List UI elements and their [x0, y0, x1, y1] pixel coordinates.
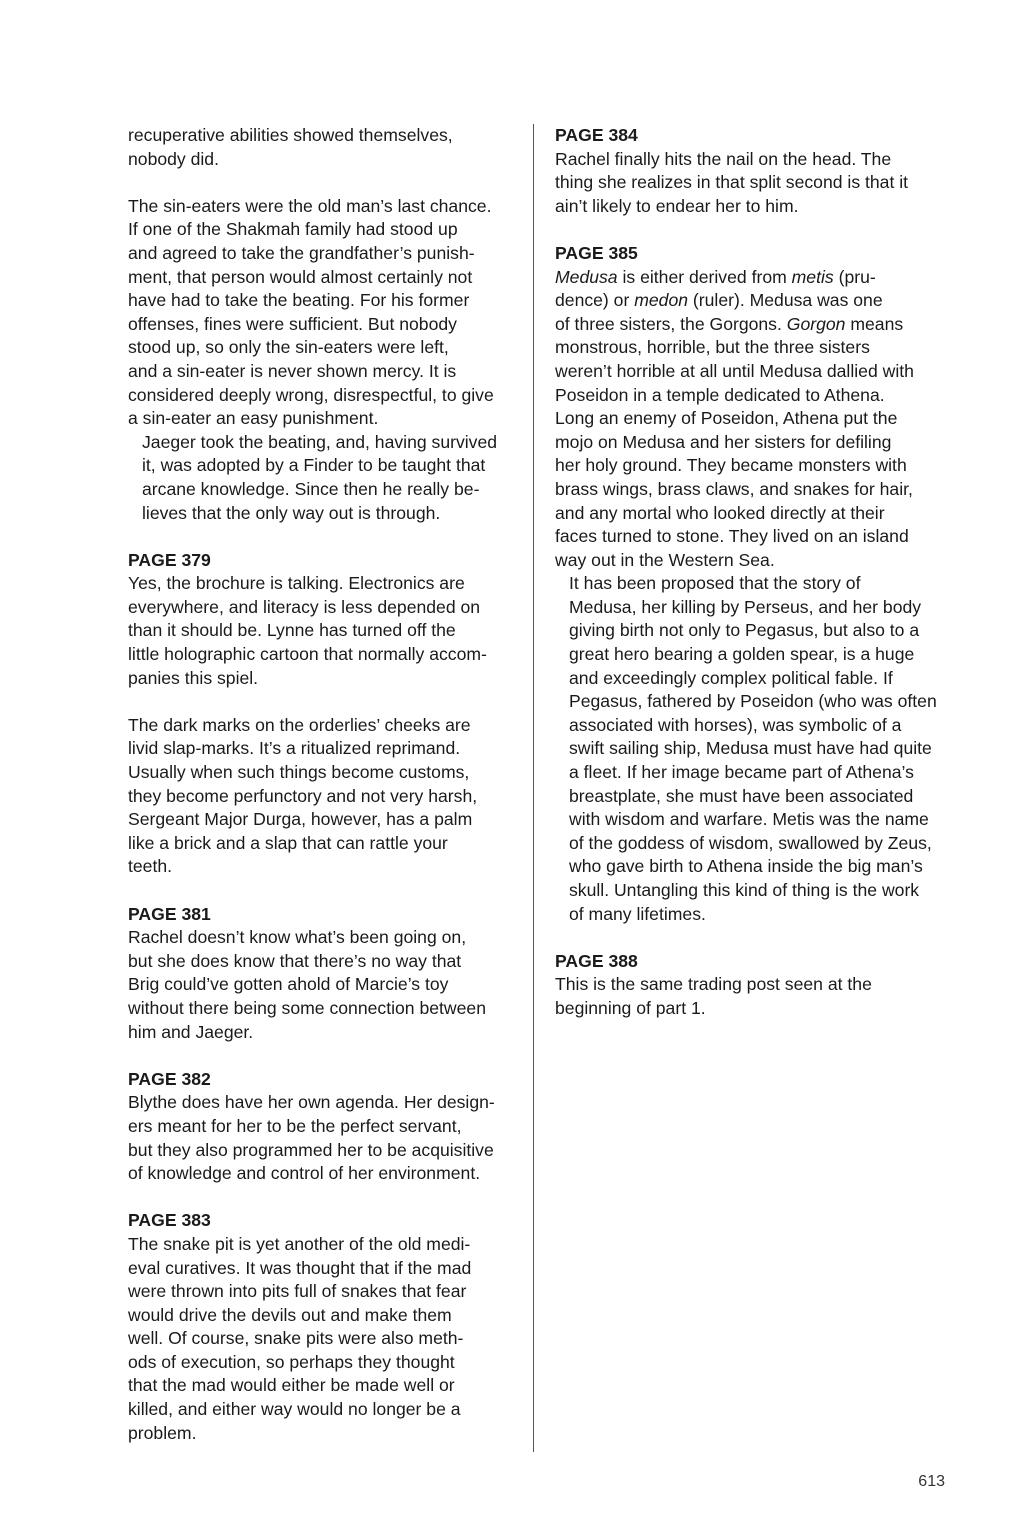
paragraph-intro-3	[128, 431, 516, 525]
text-line: This is the same trading post seen at the	[555, 974, 872, 995]
text-line: teeth.	[128, 856, 173, 877]
paragraph-page-385-2	[555, 572, 943, 926]
text-line: of many lifetimes.	[569, 903, 706, 924]
text-line: were thrown into pits full of snakes that fear	[128, 1281, 467, 1302]
paragraph-page-384	[555, 148, 943, 219]
text-line: with wisdom and warfare. Metis was the name	[569, 809, 929, 830]
text-line: recuperative abilities showed themselves,	[128, 125, 453, 145]
text-line: livid slap-marks. It’s a ritualized reprimand.	[128, 738, 461, 759]
text-line: Pegasus, fathered by Poseidon (who was often	[569, 691, 937, 712]
text-line: a sin-eater an easy punishment.	[128, 408, 379, 429]
text-line: panies this spiel.	[128, 667, 259, 688]
text-line: thing she realizes in that split second is that it	[555, 172, 909, 193]
paragraph-intro-1	[128, 124, 516, 171]
paragraph-page-388	[555, 973, 943, 1020]
text-line: Sergeant Major Durga, however, has a palm	[128, 809, 473, 830]
text-line: way out in the Western Sea.	[555, 549, 775, 570]
text-line: him and Jaeger.	[128, 1021, 254, 1042]
text-line: Blythe does have her own agenda. Her design-	[128, 1092, 495, 1113]
left-column	[128, 124, 516, 1445]
text-line: breastplate, she must have been associated	[569, 785, 914, 806]
text-line: The snake pit is yet another of the old medi-	[128, 1233, 471, 1254]
text-line: offenses, fines were sufficient. But nobody	[128, 313, 457, 334]
text-line: monstrous, horrible, but the three sisters	[555, 337, 870, 358]
text-line: well. Of course, snake pits were also meth-	[128, 1328, 464, 1349]
text-line: ods of execution, so perhaps they thought	[128, 1351, 455, 1372]
text-line: ain’t likely to endear her to him.	[555, 195, 799, 216]
text-line: problem.	[128, 1422, 197, 1443]
text-line: have had to take the beating. For his former	[128, 290, 470, 311]
text-line: killed, and either way would no longer be a	[128, 1399, 461, 1420]
text-line: The dark marks on the orderlies’ cheeks are	[128, 714, 471, 735]
text-line: of the goddess of wisdom, swallowed by Zeus,	[569, 832, 932, 853]
text-line: nobody did.	[128, 148, 219, 169]
text-line: but they also programmed her to be acquisitive	[128, 1139, 494, 1160]
text-line: dence) or medon (ruler). Medusa was one	[555, 290, 883, 311]
text-line: ers meant for her to be the perfect servant,	[128, 1115, 462, 1136]
text-line: ment, that person would almost certainly not	[128, 266, 473, 287]
paragraph-page-381	[128, 926, 516, 1044]
text-line: and any mortal who looked directly at their	[555, 502, 885, 523]
heading-page-379: PAGE 379	[128, 549, 211, 570]
heading-page-383: PAGE 383	[128, 1210, 211, 1231]
text-line: It has been proposed that the story of	[569, 573, 861, 594]
text-line: associated with horses), was symbolic of a	[569, 714, 902, 735]
paragraph-page-385-1	[555, 266, 943, 573]
text-line: Rachel finally hits the nail on the head. The	[555, 148, 892, 169]
text-line: Long an enemy of Poseidon, Athena put the	[555, 408, 898, 429]
column-divider	[533, 124, 534, 1452]
text-line: faces turned to stone. They lived on an island	[555, 526, 909, 547]
heading-page-388: PAGE 388	[555, 950, 638, 971]
text-line: of knowledge and control of her environment.	[128, 1163, 481, 1184]
text-line: Jaeger took the beating, and, having survived	[142, 431, 498, 452]
heading-page-385: PAGE 385	[555, 242, 638, 263]
text-line: Medusa is either derived from metis (pru-	[555, 266, 876, 287]
text-line: little holographic cartoon that normally accom-	[128, 644, 487, 665]
text-line: and exceedingly complex political fable. If	[569, 667, 893, 688]
text-line: without there being some connection between	[128, 997, 486, 1018]
text-line: it, was adopted by a Finder to be taught that	[142, 455, 486, 476]
paragraph-page-379-2	[128, 714, 516, 879]
text-line: giving birth not only to Pegasus, but also to a	[569, 620, 920, 641]
text-line: If one of the Shakmah family had stood up	[128, 219, 458, 240]
text-line: Rachel doesn’t know what’s been going on,	[128, 927, 467, 948]
text-line: stood up, so only the sin-eaters were left,	[128, 337, 449, 358]
text-line: who gave birth to Athena inside the big man’s	[569, 856, 923, 877]
paragraph-page-383	[128, 1233, 516, 1445]
text-line: The sin-eaters were the old man’s last chance.	[128, 195, 492, 216]
text-line: that the mad would either be made well or	[128, 1375, 455, 1396]
text-line: would drive the devils out and make them	[128, 1304, 452, 1325]
text-line: and agreed to take the grandfather’s punish-	[128, 242, 475, 263]
text-line: mojo on Medusa and her sisters for defiling	[555, 431, 892, 452]
heading-page-381: PAGE 381	[128, 903, 211, 924]
paragraph-intro-2	[128, 195, 516, 431]
text-line: skull. Untangling this kind of thing is the work	[569, 880, 920, 900]
text-line: and a sin-eater is never shown mercy. It is	[128, 360, 457, 381]
text-line: Yes, the brochure is talking. Electronics are	[128, 573, 465, 594]
heading-page-382: PAGE 382	[128, 1068, 211, 1089]
text-line: Poseidon in a temple dedicated to Athena.	[555, 384, 885, 405]
text-line: her holy ground. They became monsters with	[555, 455, 907, 476]
heading-page-384: PAGE 384	[555, 125, 638, 145]
right-column	[555, 124, 943, 1021]
page-number: 613	[918, 1473, 945, 1490]
paragraph-page-379-1	[128, 572, 516, 690]
text-line: everywhere, and literacy is less depended on	[128, 596, 481, 617]
text-line: brass wings, brass claws, and snakes for hair,	[555, 478, 913, 499]
paragraph-page-382	[128, 1091, 516, 1185]
text-line: but she does know that there’s no way that	[128, 950, 462, 971]
text-line: eval curatives. It was thought that if the mad	[128, 1257, 472, 1278]
text-line: swift sailing ship, Medusa must have had quite	[569, 738, 932, 759]
text-line: like a brick and a slap that can rattle your	[128, 832, 448, 853]
text-line: of three sisters, the Gorgons. Gorgon means	[555, 313, 904, 334]
text-line: lieves that the only way out is through.	[142, 502, 441, 523]
text-line: they become perfunctory and not very harsh,	[128, 785, 478, 806]
text-line: Brig could’ve gotten ahold of Marcie’s toy	[128, 974, 449, 995]
text-line: Medusa, her killing by Perseus, and her body	[569, 596, 922, 617]
text-line: beginning of part 1.	[555, 997, 706, 1018]
text-line: weren’t horrible at all until Medusa dallied with	[555, 360, 914, 381]
text-line: than it should be. Lynne has turned off the	[128, 620, 456, 641]
text-line: great hero bearing a golden spear, is a huge	[569, 644, 915, 665]
text-line: arcane knowledge. Since then he really be-	[142, 478, 480, 499]
text-line: considered deeply wrong, disrespectful, to give	[128, 384, 494, 405]
text-line: a fleet. If her image became part of Athena’s	[569, 762, 914, 783]
text-line: Usually when such things become customs,	[128, 762, 470, 783]
